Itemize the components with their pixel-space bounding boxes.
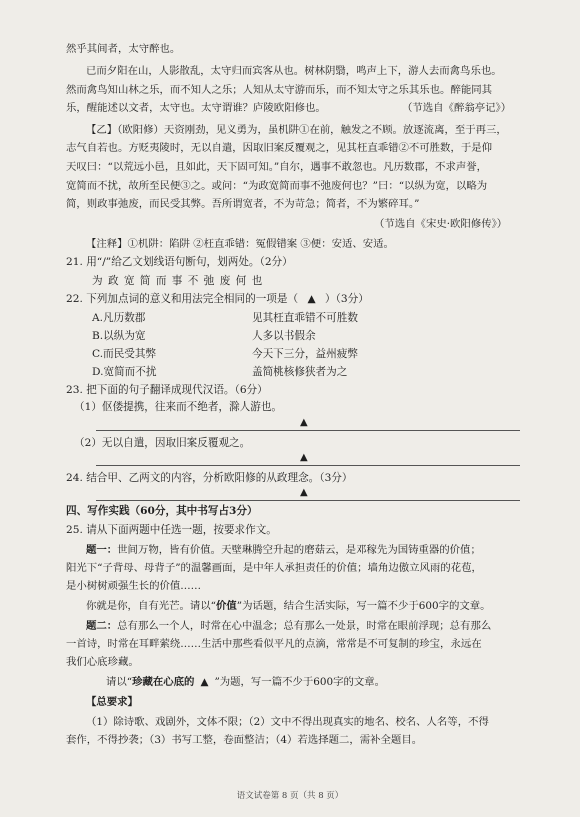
answer-marker: ▲: [300, 487, 308, 498]
topic-two-prompt-end: ”为题，写一篇不少于600字的文章。: [214, 676, 386, 688]
topic-one-prompt-start: 你就是你，自有光芒。请以“: [86, 600, 216, 612]
topic-two-prompt-start: 请以“: [106, 676, 133, 688]
topic-two-line-4: [106, 675, 385, 689]
q21-sentence: 为 政 宽 简 而 事 不 弛 废 何 也: [92, 275, 264, 287]
answer-line[interactable]: [96, 430, 520, 431]
q25-stem: 25. 请从下面两题中任选一题，按要求作文。: [66, 524, 277, 536]
q22-option-b: B.以纵为宽: [92, 330, 146, 342]
q21-stem: 21. 用“/”给乙文划线语句断句，划两处。（2分）: [66, 256, 293, 268]
requirements-line-1: （1）除诗歌、戏剧外，文体不限；（2）文中不得出现真实的地名、校名、人名等，不得: [86, 716, 489, 728]
topic-one-keyword: 价值: [216, 600, 237, 612]
topic-two-line-2: 一首诗，时常在耳畔萦绕……生活中那些看似平凡的点滴，常常是不可复制的珍宝，永远在: [66, 638, 482, 650]
q22-stem-text: 22. 下列加点词的意义和用法完全相同的一项是（: [66, 293, 299, 305]
topic-one-line-1: [86, 543, 481, 557]
topic-one-line-2: 阳光下“子背母、母背子”的温馨画面，是中年人承担责任的价值；墙角边傲立风雨的花苞，: [66, 562, 482, 574]
requirements-line-2: 套作，不得抄袭；（3）书写工整，卷面整洁；（4）若选择题二，需补全题目。: [66, 734, 423, 746]
q22-stem-tail: ）（3分）: [325, 293, 369, 305]
passage-b-source: （节选自《宋史·欧阳修传》）: [374, 218, 508, 230]
topic-one-prompt-end: ”为话题，结合生活实际，写一篇不少于600字的文章。: [236, 600, 491, 612]
q22-option-a: A.凡历数郡: [92, 312, 146, 324]
topic-one-text: 世间万物，皆有价值。天壁琳腾空升起的磨菇云，是邓稼先为国铸重器的价值；: [117, 544, 481, 556]
passage-b-line-4: 宽简而不扰，故所至民便③之。或问：“为政宽简而事不弛废何也？”曰：“以纵为宽，以略为: [66, 180, 488, 192]
q22-option-c: C.而民受其弊: [92, 348, 157, 360]
q22-option-a-pair: 见其枉直乖错不可胜数: [252, 312, 358, 324]
passage-b-line-2: 志气自若也。方贬夷陵时，无以自遣，因取旧案反覆观之，见其枉直乖错②不可胜数，于是仰: [66, 142, 493, 154]
answer-marker: ▲: [300, 452, 308, 463]
passage-a-line-4: 乐，醒能述以文者，太守也。太守谓谁？庐陵欧阳修也。: [66, 102, 326, 114]
topic-one-label: 题一：: [86, 544, 118, 556]
passage-a-line-1: 然乎其间者，太守醉也。: [66, 43, 181, 55]
answer-marker: ▲: [200, 676, 209, 688]
passage-a-line-3: 然而禽鸟知山林之乐，而不知人之乐；人知从太守游而乐，而不知太守之乐其乐也。醉能同其: [66, 84, 493, 96]
passage-a-line-2: 已而夕阳在山，人影散乱，太守归而宾客从也。树林阴翳，鸣声上下，游人去而禽鸟乐也。: [86, 65, 502, 77]
answer-marker: ▲: [307, 293, 316, 305]
q23-sentence-1: （1）伛偻提携，往来而不绝者，滁人游也。: [74, 401, 283, 413]
q22-option-d: D.宽简而不扰: [92, 366, 157, 378]
topic-two-keyword: 珍藏在心底的: [132, 676, 195, 688]
q22-stem: [66, 292, 369, 306]
section-heading-writing: 四、写作实践（60分，其中书写占3分）: [66, 505, 258, 517]
passage-b-line-1: 【乙】（欧阳修）天资刚劲，见义勇为，虽机阱①在前，触发之不顾。放逐流离，至于再三，: [86, 124, 507, 136]
q22-option-d-pair: 盖简桃核修狭者为之: [252, 366, 348, 378]
passage-a-source: （节选自《醉翁亭记》）: [402, 102, 512, 114]
q22-option-c-pair: 今天下三分，益州疲弊: [252, 348, 358, 360]
page-footer: 语文试卷第 8 页（共 8 页）: [236, 791, 344, 801]
topic-two-text: 总有那么一个人，时常在心中温念；总有那么一处景，时常在眼前浮现；总有那么: [117, 620, 492, 632]
topic-two-line-1: [86, 619, 491, 633]
answer-line[interactable]: [96, 465, 520, 466]
answer-line[interactable]: [96, 500, 520, 501]
annotation-notes: 【注释】①机阱：陷阱 ②枉直乖错：冤假错案 ③便：安适、安适。: [86, 238, 394, 250]
topic-two-label: 题二：: [86, 620, 118, 632]
requirements-title: 【总要求】: [86, 696, 138, 708]
passage-b-line-5: 简，则政事弛废，而民受其弊。吾所谓宽者，不为苛急；简者，不为繁碎耳。”: [66, 198, 420, 210]
q22-option-b-pair: 人多以书假余: [252, 330, 316, 342]
topic-two-line-3: 我们心底珍藏。: [66, 656, 139, 668]
passage-b-line-3: 天叹曰：“以荒远小邑，且如此，天下固可知。”自尔，遇事不敢忽也。凡历数郡，不求声誉，: [66, 161, 488, 173]
topic-one-line-4: [86, 599, 491, 613]
topic-one-line-3: 是小树树顽强生长的价值……: [66, 580, 202, 592]
q24-stem: 24. 结合甲、乙两文的内容，分析欧阳修的从政理念。（3分）: [66, 472, 353, 484]
q23-sentence-2: （2）无以自遣，因取旧案反覆观之。: [74, 437, 251, 449]
answer-marker: ▲: [300, 417, 308, 428]
q23-stem: 23. 把下面的句子翻译成现代汉语。（6分）: [66, 384, 268, 396]
